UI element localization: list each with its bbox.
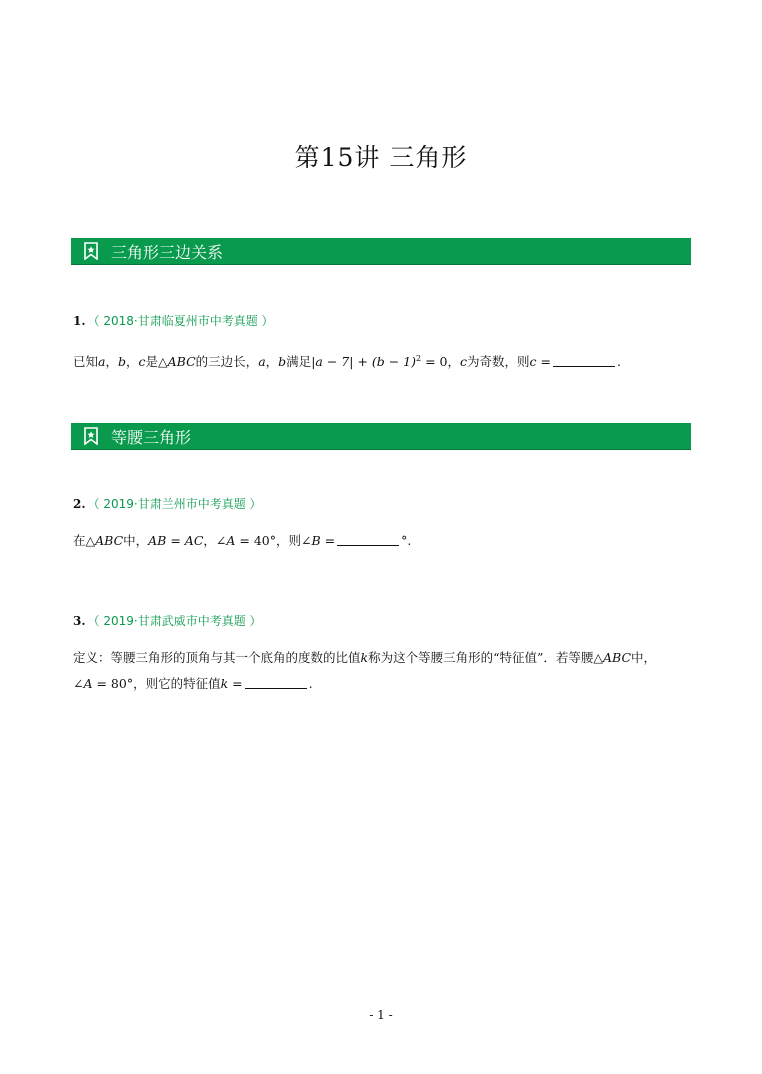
text-run: 是△ bbox=[145, 354, 168, 370]
question-source: （ 2019·甘肃武威市中考真题 ） bbox=[87, 614, 262, 628]
text-run: = 80°，则它的特征值 bbox=[92, 676, 221, 691]
question-number: 1. bbox=[73, 313, 86, 328]
text-run: 定义：等腰三角形的顶角与其一个底角的度数的比值 bbox=[73, 650, 361, 665]
question-line bbox=[73, 671, 693, 697]
math-var: k bbox=[220, 676, 229, 691]
question-header bbox=[73, 312, 274, 329]
answer-blank[interactable] bbox=[553, 354, 615, 367]
math-var: b bbox=[117, 354, 126, 370]
question-line bbox=[73, 645, 693, 671]
text-run: = bbox=[166, 533, 185, 548]
text-run: = bbox=[320, 533, 336, 548]
text-run: . bbox=[308, 676, 313, 691]
math-var: c bbox=[529, 354, 537, 370]
text-run: °. bbox=[401, 533, 412, 548]
text-run: 的三边长， bbox=[195, 354, 259, 370]
text-run: 在△ bbox=[73, 533, 96, 548]
bookmark-star-icon bbox=[82, 242, 100, 260]
math-var: ABC bbox=[95, 533, 124, 548]
question-number: 2. bbox=[73, 496, 86, 511]
text-run: = bbox=[536, 354, 551, 370]
math-var: k bbox=[360, 650, 369, 665]
text-run: 满足 bbox=[286, 354, 312, 370]
page-title: 第15讲 三角形 bbox=[294, 143, 468, 172]
math-expression: |a − 7| + (b − 1) bbox=[311, 354, 416, 370]
math-var: ABC bbox=[167, 354, 196, 370]
question-number: 3. bbox=[73, 613, 86, 628]
text-run: ∠ bbox=[73, 676, 84, 691]
text-run: 中， bbox=[631, 650, 657, 665]
text-run: 中， bbox=[123, 533, 149, 548]
math-var: B bbox=[311, 533, 321, 548]
text-run: . bbox=[616, 354, 621, 370]
math-var: A bbox=[83, 676, 93, 691]
page-number: - 1 - bbox=[369, 1008, 393, 1022]
math-var: a bbox=[258, 354, 266, 370]
math-var: A bbox=[226, 533, 236, 548]
text-run: 为奇数，则 bbox=[466, 354, 530, 370]
math-var: ABC bbox=[603, 650, 632, 665]
text-run: = 0， bbox=[421, 354, 460, 370]
text-run: ， bbox=[105, 354, 118, 370]
text-run: ， bbox=[265, 354, 279, 370]
text-run: ， bbox=[126, 354, 139, 370]
math-var: b bbox=[278, 354, 287, 370]
section-title: 三角形三边关系 bbox=[111, 242, 224, 262]
section-bar-isosceles bbox=[71, 423, 691, 450]
question-header bbox=[73, 495, 262, 512]
math-var: a bbox=[98, 354, 106, 370]
math-var: c bbox=[459, 354, 467, 370]
text-run: ，∠ bbox=[203, 533, 227, 548]
section-title: 等腰三角形 bbox=[111, 427, 192, 447]
math-var: AB bbox=[148, 533, 167, 548]
answer-blank[interactable] bbox=[337, 533, 399, 546]
question-source: （ 2018·甘肃临夏州市中考真题 ） bbox=[87, 314, 274, 328]
section-bar-triangle-sides bbox=[71, 238, 691, 265]
text-run: = bbox=[228, 676, 243, 691]
bookmark-star-icon bbox=[82, 427, 100, 445]
text-run: 已知 bbox=[73, 354, 99, 370]
text-run: = 40°，则∠ bbox=[235, 533, 312, 548]
math-var: AC bbox=[184, 533, 204, 548]
math-var: c bbox=[138, 354, 146, 370]
question-text bbox=[73, 528, 693, 554]
question-text bbox=[73, 645, 693, 697]
question-text bbox=[73, 346, 693, 375]
question-source: （ 2019·甘肃兰州市中考真题 ） bbox=[87, 497, 262, 511]
answer-blank[interactable] bbox=[245, 676, 307, 689]
text-run: 称为这个等腰三角形的“特征值”．若等腰△ bbox=[368, 650, 603, 665]
question-header bbox=[73, 612, 262, 629]
math-exponent: 2 bbox=[416, 354, 422, 363]
